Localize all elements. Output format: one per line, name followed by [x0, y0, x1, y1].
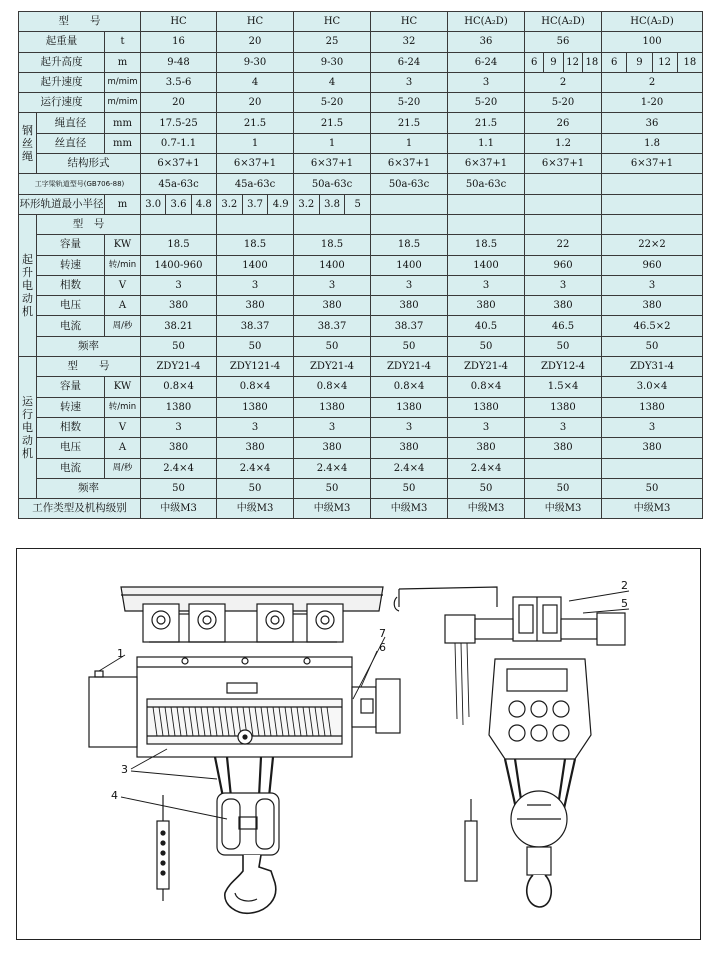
- value-cell: 45a-63c: [217, 174, 294, 194]
- value-cell: 21.5: [371, 113, 448, 133]
- value-cell: 380: [371, 438, 448, 458]
- value-cell: HC: [141, 12, 217, 32]
- unit-cell: m/mim: [105, 72, 141, 92]
- row-label: 相数: [37, 275, 105, 295]
- value-cell: 38.37: [371, 316, 448, 336]
- value-cell: 6-24: [448, 52, 525, 72]
- row-label: 型 号: [37, 357, 141, 377]
- value-cell: 4: [294, 72, 371, 92]
- row-label: 绳直径: [37, 113, 105, 133]
- value-cell: 3: [141, 275, 217, 295]
- split-cell: [141, 194, 217, 214]
- value-cell: 3: [141, 417, 217, 437]
- value-cell: 22×2: [602, 235, 703, 255]
- side-hook: [527, 875, 552, 907]
- callout-1: 1: [117, 647, 124, 660]
- value-cell: 6×37+1: [371, 154, 448, 174]
- lift-capacity-row: [19, 32, 703, 52]
- callout-5: 5: [621, 597, 628, 610]
- callout-6: 6: [379, 641, 386, 654]
- value-cell: 18.5: [371, 235, 448, 255]
- table-cell: [294, 214, 371, 234]
- table-cell: [525, 458, 602, 478]
- value-cell: HC(A₂D): [525, 12, 602, 32]
- unit-cell: A: [105, 296, 141, 316]
- value-cell: 50: [371, 478, 448, 498]
- value-cell: 960: [602, 255, 703, 275]
- value-cell: 中级M3: [371, 499, 448, 519]
- row-label: 电压: [37, 296, 105, 316]
- value-cell: 50: [217, 336, 294, 356]
- value-cell: 45a-63c: [141, 174, 217, 194]
- value-cell: 3.0×4: [602, 377, 703, 397]
- table-cell: [371, 214, 448, 234]
- value-cell: 1380: [602, 397, 703, 417]
- row-label: 频率: [37, 336, 141, 356]
- split-value: 4.9: [272, 198, 289, 210]
- value-cell: 380: [141, 296, 217, 316]
- hook: [225, 855, 276, 913]
- row-label: 结构形式: [37, 154, 141, 174]
- value-cell: 36: [448, 32, 525, 52]
- table-cell: [602, 458, 703, 478]
- value-cell: 5-20: [448, 93, 525, 113]
- unit-cell: mm: [105, 133, 141, 153]
- value-cell: 3: [217, 275, 294, 295]
- value-cell: ZDY121-4: [217, 357, 294, 377]
- side-view: [394, 587, 625, 907]
- value-cell: 1380: [525, 397, 602, 417]
- value-cell: 1: [217, 133, 294, 153]
- value-cell: 1380: [448, 397, 525, 417]
- electrical-box: [89, 677, 137, 747]
- split-cell: [525, 52, 602, 72]
- split-value: 4.8: [195, 198, 212, 210]
- row-label: 工作类型及机构级别: [19, 499, 141, 519]
- split-value: 12: [653, 53, 678, 72]
- value-cell: 32: [371, 32, 448, 52]
- value-cell: 1.8: [602, 133, 703, 153]
- callout-2: 2: [621, 579, 628, 592]
- unit-cell: 转/min: [105, 255, 141, 275]
- unit-cell: A: [105, 438, 141, 458]
- value-cell: 3: [371, 417, 448, 437]
- row-label: 起升高度: [19, 52, 105, 72]
- value-cell: 380: [217, 438, 294, 458]
- row-label: 电压: [37, 438, 105, 458]
- value-cell: 3: [525, 417, 602, 437]
- row-label: 电流: [37, 316, 105, 336]
- value-cell: 中级M3: [217, 499, 294, 519]
- value-cell: 6×37+1: [602, 154, 703, 174]
- row-label: 型 号: [37, 214, 141, 234]
- value-cell: HC: [294, 12, 371, 32]
- hook-block: [217, 793, 279, 855]
- value-cell: 50: [448, 336, 525, 356]
- travel-motor-group-label: 运行电动机: [19, 357, 37, 499]
- value-cell: 50: [141, 336, 217, 356]
- value-cell: 36: [602, 113, 703, 133]
- spec-table: [18, 11, 703, 519]
- split-value: 6: [525, 53, 544, 72]
- value-cell: 6×37+1: [525, 154, 602, 174]
- value-cell: HC: [217, 12, 294, 32]
- lift-motor-speed-row: [19, 255, 703, 275]
- split-value: 6: [602, 53, 627, 72]
- split-value: 3.0: [141, 195, 166, 214]
- value-cell: 中级M3: [525, 499, 602, 519]
- value-cell: 3: [294, 417, 371, 437]
- lift-motor-current-row: [19, 316, 703, 336]
- table-cell: [525, 174, 602, 194]
- value-cell: 5-20: [371, 93, 448, 113]
- value-cell: 3: [448, 72, 525, 92]
- value-cell: 1400: [448, 255, 525, 275]
- table-cell: [602, 194, 703, 214]
- value-cell: 20: [141, 93, 217, 113]
- side-pendant: [465, 821, 477, 881]
- unit-cell: m: [105, 52, 141, 72]
- value-cell: 0.8×4: [448, 377, 525, 397]
- unit-cell: 周/秒: [105, 316, 141, 336]
- radius-row: [19, 194, 703, 214]
- value-cell: 4: [217, 72, 294, 92]
- value-cell: 20: [217, 32, 294, 52]
- value-cell: 0.8×4: [294, 377, 371, 397]
- value-cell: 50: [448, 478, 525, 498]
- value-cell: 46.5: [525, 316, 602, 336]
- duty-row: [19, 499, 703, 519]
- value-cell: 1: [371, 133, 448, 153]
- value-cell: 中级M3: [602, 499, 703, 519]
- value-cell: 中级M3: [448, 499, 525, 519]
- rope-group-label: 钢丝绳: [19, 113, 37, 174]
- unit-cell: 转/min: [105, 397, 141, 417]
- value-cell: 56: [525, 32, 602, 52]
- row-label: 起升速度: [19, 72, 105, 92]
- value-cell: 380: [448, 438, 525, 458]
- unit-cell: m: [105, 194, 141, 214]
- split-value: 3.6: [166, 195, 191, 214]
- value-cell: 5-20: [294, 93, 371, 113]
- value-cell: 20: [217, 93, 294, 113]
- row-label: 频率: [37, 478, 141, 498]
- table-cell: [371, 194, 448, 214]
- value-cell: 6×37+1: [294, 154, 371, 174]
- unit-cell: mm: [105, 113, 141, 133]
- unit-cell: V: [105, 275, 141, 295]
- value-cell: ZDY21-4: [294, 357, 371, 377]
- value-cell: HC(A₂D): [448, 12, 525, 32]
- lift-motor-voltage-row: [19, 296, 703, 316]
- value-cell: ZDY12-4: [525, 357, 602, 377]
- value-cell: 1.2: [525, 133, 602, 153]
- lift-speed-row: [19, 72, 703, 92]
- hoist-drawing: [16, 548, 701, 940]
- value-cell: 18.5: [448, 235, 525, 255]
- value-cell: 2.4×4: [141, 458, 217, 478]
- value-cell: 3: [525, 275, 602, 295]
- lift-motor-group-label: 起升电动机: [19, 214, 37, 356]
- value-cell: 38.21: [141, 316, 217, 336]
- value-cell: 50: [294, 478, 371, 498]
- value-cell: 1400: [294, 255, 371, 275]
- value-cell: 1.5×4: [525, 377, 602, 397]
- value-cell: 2.4×4: [371, 458, 448, 478]
- value-cell: ZDY21-4: [371, 357, 448, 377]
- value-cell: 9-30: [217, 52, 294, 72]
- value-cell: 50: [217, 478, 294, 498]
- value-cell: 40.5: [448, 316, 525, 336]
- unit-cell: KW: [105, 235, 141, 255]
- value-cell: 6×37+1: [141, 154, 217, 174]
- unit-cell: m/mim: [105, 93, 141, 113]
- callout-4: 4: [111, 789, 118, 802]
- unit-cell: t: [105, 32, 141, 52]
- header-row: [19, 12, 703, 32]
- row-label: 工字梁轨道型号(GB706-88): [19, 174, 141, 194]
- wire-dia-row: [19, 133, 703, 153]
- value-cell: 5-20: [525, 93, 602, 113]
- value-cell: 3: [371, 275, 448, 295]
- value-cell: 380: [602, 438, 703, 458]
- table-cell: [602, 214, 703, 234]
- value-cell: 3: [602, 417, 703, 437]
- value-cell: 380: [448, 296, 525, 316]
- value-cell: HC: [371, 12, 448, 32]
- unit-cell: KW: [105, 377, 141, 397]
- row-label: 容量: [37, 235, 105, 255]
- travel-motor-right: [597, 613, 625, 645]
- split-value: 3.2: [294, 195, 320, 214]
- model-label: 型 号: [19, 12, 141, 32]
- value-cell: 1380: [294, 397, 371, 417]
- row-label: 环形轨道最小半径: [19, 194, 105, 214]
- travel-motor-freq-row: [19, 478, 703, 498]
- travel-motor-left: [445, 615, 475, 643]
- value-cell: 50a-63c: [448, 174, 525, 194]
- value-cell: 18.5: [217, 235, 294, 255]
- value-cell: 1400: [217, 255, 294, 275]
- value-cell: 380: [294, 438, 371, 458]
- value-cell: 2: [602, 72, 703, 92]
- value-cell: 0.8×4: [371, 377, 448, 397]
- side-rail: [399, 587, 497, 607]
- value-cell: 0.7-1.1: [141, 133, 217, 153]
- front-view: [89, 587, 400, 913]
- lift-motor-freq-row: [19, 336, 703, 356]
- value-cell: 18.5: [294, 235, 371, 255]
- value-cell: 1400-960: [141, 255, 217, 275]
- table-cell: [448, 194, 525, 214]
- value-cell: 3: [217, 417, 294, 437]
- lift-motor-model-row: [19, 214, 703, 234]
- row-label: 转速: [37, 255, 105, 275]
- value-cell: 2.4×4: [448, 458, 525, 478]
- value-cell: 46.5×2: [602, 316, 703, 336]
- value-cell: 380: [525, 438, 602, 458]
- table-cell: [602, 174, 703, 194]
- value-cell: 0.8×4: [217, 377, 294, 397]
- split-value: 5: [354, 198, 361, 210]
- table-cell: [141, 214, 217, 234]
- lift-motor-phase-row: [19, 275, 703, 295]
- split-cell: [602, 52, 703, 72]
- table-cell: [217, 214, 294, 234]
- wire-ropes: [215, 757, 273, 797]
- value-cell: 1: [294, 133, 371, 153]
- value-cell: 1380: [217, 397, 294, 417]
- value-cell: 38.37: [217, 316, 294, 336]
- value-cell: 3: [294, 275, 371, 295]
- split-cell: [294, 194, 371, 214]
- value-cell: 100: [602, 32, 703, 52]
- travel-motor-phase-row: [19, 417, 703, 437]
- value-cell: 中级M3: [294, 499, 371, 519]
- value-cell: 1-20: [602, 93, 703, 113]
- rope-dia-row: [19, 113, 703, 133]
- value-cell: 50: [602, 478, 703, 498]
- value-cell: 2: [525, 72, 602, 92]
- value-cell: 50: [525, 478, 602, 498]
- value-cell: 50: [525, 336, 602, 356]
- callout-3: 3: [121, 763, 128, 776]
- value-cell: 3: [602, 275, 703, 295]
- split-value: 12: [564, 53, 583, 72]
- value-cell: 380: [602, 296, 703, 316]
- value-cell: 中级M3: [141, 499, 217, 519]
- value-cell: 1.1: [448, 133, 525, 153]
- value-cell: 17.5-25: [141, 113, 217, 133]
- value-cell: 9-48: [141, 52, 217, 72]
- unit-cell: V: [105, 417, 141, 437]
- value-cell: 6-24: [371, 52, 448, 72]
- table-cell: [525, 214, 602, 234]
- value-cell: 21.5: [294, 113, 371, 133]
- value-cell: 380: [217, 296, 294, 316]
- value-cell: 21.5: [217, 113, 294, 133]
- row-label: 容量: [37, 377, 105, 397]
- row-label: 相数: [37, 417, 105, 437]
- value-cell: 16: [141, 32, 217, 52]
- value-cell: HC(A₂D): [602, 12, 703, 32]
- value-cell: 2.4×4: [217, 458, 294, 478]
- value-cell: 18.5: [141, 235, 217, 255]
- value-cell: 6×37+1: [217, 154, 294, 174]
- travel-motor-current-row: [19, 458, 703, 478]
- value-cell: ZDY31-4: [602, 357, 703, 377]
- value-cell: 1380: [371, 397, 448, 417]
- lift-motor-power-row: [19, 235, 703, 255]
- row-label: 起重量: [19, 32, 105, 52]
- row-label: 电流: [37, 458, 105, 478]
- beam-row: [19, 174, 703, 194]
- value-cell: 960: [525, 255, 602, 275]
- value-cell: 380: [294, 296, 371, 316]
- value-cell: 3.5-6: [141, 72, 217, 92]
- value-cell: 380: [371, 296, 448, 316]
- table-cell: [525, 194, 602, 214]
- split-value: 3.2: [217, 195, 243, 214]
- value-cell: 22: [525, 235, 602, 255]
- value-cell: 50: [371, 336, 448, 356]
- value-cell: 380: [141, 438, 217, 458]
- table-cell: [448, 214, 525, 234]
- value-cell: 380: [525, 296, 602, 316]
- value-cell: 1380: [141, 397, 217, 417]
- value-cell: 0.8×4: [141, 377, 217, 397]
- row-label: 丝直径: [37, 133, 105, 153]
- split-cell: [217, 194, 294, 214]
- value-cell: 50: [141, 478, 217, 498]
- value-cell: 1400: [371, 255, 448, 275]
- value-cell: 21.5: [448, 113, 525, 133]
- travel-motor-voltage-row: [19, 438, 703, 458]
- value-cell: 50a-63c: [294, 174, 371, 194]
- row-label: 转速: [37, 397, 105, 417]
- value-cell: 9-30: [294, 52, 371, 72]
- side-housing: [489, 659, 591, 759]
- callout-7: 7: [379, 627, 386, 640]
- split-value: 3.7: [243, 195, 269, 214]
- value-cell: 3: [371, 72, 448, 92]
- travel-motor-speed-row: [19, 397, 703, 417]
- value-cell: ZDY21-4: [141, 357, 217, 377]
- value-cell: 25: [294, 32, 371, 52]
- value-cell: 3: [448, 275, 525, 295]
- lift-height-row: [19, 52, 703, 72]
- value-cell: 50: [294, 336, 371, 356]
- value-cell: 6×37+1: [448, 154, 525, 174]
- hoist-drawing-svg: [17, 549, 700, 939]
- row-label: 运行速度: [19, 93, 105, 113]
- travel-speed-row: [19, 93, 703, 113]
- travel-motor-power-row: [19, 377, 703, 397]
- split-value: 9: [544, 53, 563, 72]
- value-cell: 3: [448, 417, 525, 437]
- split-value: 3.8: [320, 195, 346, 214]
- unit-cell: 周/秒: [105, 458, 141, 478]
- travel-motor-model-row: [19, 357, 703, 377]
- split-value: 18: [585, 56, 599, 68]
- value-cell: 2.4×4: [294, 458, 371, 478]
- value-cell: 26: [525, 113, 602, 133]
- split-value: 18: [683, 56, 697, 68]
- value-cell: ZDY21-4: [448, 357, 525, 377]
- split-value: 9: [627, 53, 652, 72]
- value-cell: 50a-63c: [371, 174, 448, 194]
- value-cell: 38.37: [294, 316, 371, 336]
- value-cell: 50: [602, 336, 703, 356]
- structure-row: [19, 154, 703, 174]
